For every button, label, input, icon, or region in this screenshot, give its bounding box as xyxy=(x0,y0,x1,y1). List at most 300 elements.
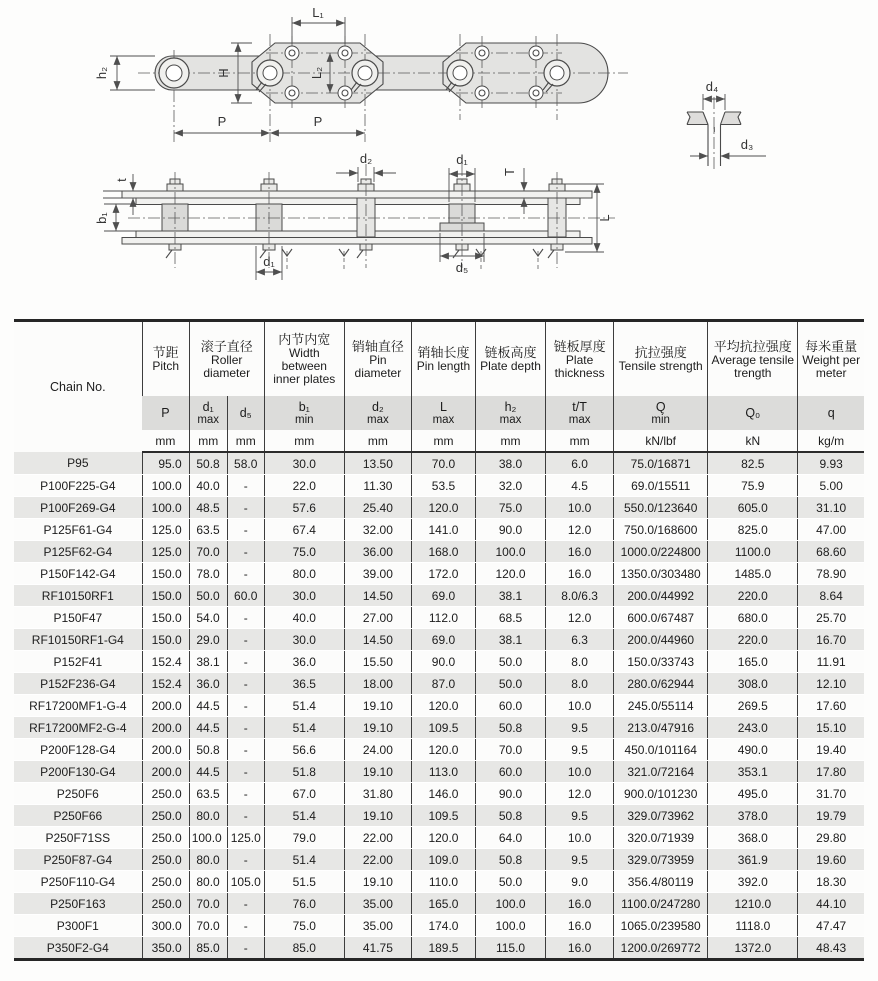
spec-value-cell: 70.0 xyxy=(189,541,227,563)
pin-tails xyxy=(166,244,563,258)
dim-label-b1: b₁ xyxy=(94,212,109,224)
spec-value-cell: 38.1 xyxy=(475,629,545,651)
table-row xyxy=(14,585,864,607)
spec-value-cell: 63.5 xyxy=(189,519,227,541)
table-row xyxy=(14,805,864,827)
spec-value-cell: 38.1 xyxy=(189,651,227,673)
spec-value-cell: 750.0/168600 xyxy=(614,519,708,541)
spec-value-cell: 100.0 xyxy=(142,475,189,497)
spec-value-cell: 48.43 xyxy=(798,937,864,960)
spec-value-cell: 25.40 xyxy=(344,497,411,519)
dim-label-d5: d₅ xyxy=(455,260,469,275)
unit-cell: mm xyxy=(344,430,411,452)
unit-cell: kN xyxy=(708,430,798,452)
table-body xyxy=(14,452,864,960)
spec-value-cell: 15.50 xyxy=(344,651,411,673)
spec-value-cell: 16.0 xyxy=(546,915,614,937)
spec-value-cell: 44.5 xyxy=(189,695,227,717)
spec-value-cell: 10.0 xyxy=(546,695,614,717)
chain-no-header: Chain No. xyxy=(14,321,142,453)
spec-value-cell: 85.0 xyxy=(264,937,344,960)
spec-value-cell: 220.0 xyxy=(708,629,798,651)
spec-value-cell: 31.70 xyxy=(798,783,864,805)
spec-value-cell: 250.0 xyxy=(142,849,189,871)
table-row xyxy=(14,871,864,893)
spec-value-cell: - xyxy=(227,629,264,651)
dim-label-d4: d₄ xyxy=(705,79,719,94)
table-row xyxy=(14,452,864,475)
spec-value-cell: 90.0 xyxy=(475,783,545,805)
spec-value-cell: 57.6 xyxy=(264,497,344,519)
spec-value-cell: 11.91 xyxy=(798,651,864,673)
spec-value-cell: 150.0 xyxy=(142,607,189,629)
spec-value-cell: 141.0 xyxy=(411,519,475,541)
spec-value-cell: 269.5 xyxy=(708,695,798,717)
spec-value-cell: 53.5 xyxy=(411,475,475,497)
spec-value-cell: 50.8 xyxy=(189,739,227,761)
chain-no-cell: P300F1 xyxy=(14,915,142,937)
spec-value-cell: 250.0 xyxy=(142,805,189,827)
spec-value-cell: 90.0 xyxy=(411,651,475,673)
spec-value-cell: 25.70 xyxy=(798,607,864,629)
spec-value-cell: 70.0 xyxy=(189,893,227,915)
spec-value-cell: 1100.0/247280 xyxy=(614,893,708,915)
spec-value-cell: 16.0 xyxy=(546,893,614,915)
spec-value-cell: 168.0 xyxy=(411,541,475,563)
spec-value-cell: 120.0 xyxy=(411,497,475,519)
spec-value-cell: 100.0 xyxy=(475,541,545,563)
table-row xyxy=(14,827,864,849)
table-row xyxy=(14,497,864,519)
spec-value-cell: - xyxy=(227,739,264,761)
spec-value-cell: 110.0 xyxy=(411,871,475,893)
spec-value-cell: 280.0/62944 xyxy=(614,673,708,695)
spec-value-cell: 50.0 xyxy=(475,651,545,673)
symbol-d5: d₅ xyxy=(227,396,264,430)
spec-value-cell: 80.0 xyxy=(189,871,227,893)
spec-value-cell: 80.0 xyxy=(189,805,227,827)
unit-cell: mm xyxy=(475,430,545,452)
spec-value-cell: - xyxy=(227,541,264,563)
spec-value-cell: 90.0 xyxy=(475,519,545,541)
spec-value-cell: 100.0 xyxy=(475,915,545,937)
countersink-detail-diagram xyxy=(687,79,766,172)
spec-value-cell: 8.0 xyxy=(546,673,614,695)
dim-label-T: T xyxy=(502,168,517,176)
spec-value-cell: 95.0 xyxy=(142,452,189,475)
unit-cell: mm xyxy=(227,430,264,452)
spec-value-cell: 680.0 xyxy=(708,607,798,629)
spec-value-cell: 350.0 xyxy=(142,937,189,960)
table-row xyxy=(14,937,864,960)
spec-value-cell: 80.0 xyxy=(264,563,344,585)
spec-value-cell: 63.5 xyxy=(189,783,227,805)
spec-value-cell: 100.0 xyxy=(475,893,545,915)
spec-value-cell: 36.00 xyxy=(344,541,411,563)
spec-value-cell: 36.0 xyxy=(264,651,344,673)
table-row xyxy=(14,783,864,805)
unit-cell: mm xyxy=(546,430,614,452)
spec-value-cell: 67.0 xyxy=(264,783,344,805)
spec-value-cell: 19.10 xyxy=(344,717,411,739)
spec-value-cell: 165.0 xyxy=(708,651,798,673)
spec-value-cell: 550.0/123640 xyxy=(614,497,708,519)
header-unit-row xyxy=(14,430,864,452)
roller-end xyxy=(159,58,189,88)
spec-value-cell: 39.00 xyxy=(344,563,411,585)
unit-cell: mm xyxy=(142,430,189,452)
spec-value-cell: 9.5 xyxy=(546,849,614,871)
spec-value-cell: - xyxy=(227,695,264,717)
chain-no-cell: P250F71SS xyxy=(14,827,142,849)
spec-value-cell: 50.8 xyxy=(475,849,545,871)
spec-value-cell: 38.0 xyxy=(475,452,545,475)
spec-value-cell: - xyxy=(227,805,264,827)
table-row xyxy=(14,519,864,541)
chain-no-cell: P125F61-G4 xyxy=(14,519,142,541)
spec-value-cell: 50.0 xyxy=(475,673,545,695)
spec-value-cell: 51.4 xyxy=(264,695,344,717)
spec-value-cell: 329.0/73959 xyxy=(614,849,708,871)
spec-value-cell: 29.0 xyxy=(189,629,227,651)
dim-label-d3: d₃ xyxy=(740,137,754,152)
spec-value-cell: 78.0 xyxy=(189,563,227,585)
spec-value-cell: 51.4 xyxy=(264,849,344,871)
chain-drawings xyxy=(0,0,878,315)
spec-value-cell: 18.30 xyxy=(798,871,864,893)
chain-no-cell: P150F47 xyxy=(14,607,142,629)
header-average-tensile: 平均抗拉强度 Average tensile trength xyxy=(708,321,798,397)
spec-value-cell: 75.0 xyxy=(264,915,344,937)
spec-value-cell: 75.0 xyxy=(475,497,545,519)
chain-side-view-diagram xyxy=(94,151,615,280)
unit-cell: mm xyxy=(411,430,475,452)
spec-value-cell: 75.0/16871 xyxy=(614,452,708,475)
spec-value-cell: 112.0 xyxy=(411,607,475,629)
header-name-row xyxy=(14,321,864,397)
spec-value-cell: 19.10 xyxy=(344,761,411,783)
table-row xyxy=(14,673,864,695)
spec-value-cell: - xyxy=(227,893,264,915)
spec-value-cell: 68.60 xyxy=(798,541,864,563)
spec-value-cell: 125.0 xyxy=(142,519,189,541)
table-row xyxy=(14,695,864,717)
chain-no-cell: RF17200MF2-G-4 xyxy=(14,717,142,739)
spec-value-cell: 12.0 xyxy=(546,783,614,805)
table-row xyxy=(14,893,864,915)
spec-value-cell: 51.4 xyxy=(264,717,344,739)
header-weight-per-meter: 每米重量 Weight per meter xyxy=(798,321,864,397)
spec-value-cell: 67.4 xyxy=(264,519,344,541)
header-symbol-row xyxy=(14,396,864,430)
spec-value-cell: 80.0 xyxy=(189,849,227,871)
spec-value-cell: 213.0/47916 xyxy=(614,717,708,739)
header-inner-width: 内节内宽 Width between inner plates xyxy=(264,321,344,397)
spec-value-cell: 87.0 xyxy=(411,673,475,695)
spec-value-cell: 44.5 xyxy=(189,717,227,739)
chain-no-cell: RF10150RF1-G4 xyxy=(14,629,142,651)
table-row xyxy=(14,475,864,497)
spec-value-cell: 200.0/44960 xyxy=(614,629,708,651)
spec-value-cell: 250.0 xyxy=(142,827,189,849)
spec-value-cell: 40.0 xyxy=(264,607,344,629)
spec-value-cell: 300.0 xyxy=(142,915,189,937)
spec-value-cell: 47.00 xyxy=(798,519,864,541)
spec-value-cell: 69.0 xyxy=(411,585,475,607)
spec-value-cell: - xyxy=(227,563,264,585)
symbol-b1: b₁ min xyxy=(264,396,344,430)
spec-value-cell: 125.0 xyxy=(142,541,189,563)
spec-value-cell: 32.0 xyxy=(475,475,545,497)
chain-no-cell: P100F269-G4 xyxy=(14,497,142,519)
header-tensile-strength: 抗拉强度 Tensile strength xyxy=(614,321,708,397)
spec-value-cell: - xyxy=(227,717,264,739)
spec-value-cell: 120.0 xyxy=(411,695,475,717)
spec-value-cell: 30.0 xyxy=(264,629,344,651)
table-row xyxy=(14,717,864,739)
spec-value-cell: 10.0 xyxy=(546,827,614,849)
spec-value-cell: 600.0/67487 xyxy=(614,607,708,629)
spec-value-cell: - xyxy=(227,761,264,783)
spec-value-cell: 308.0 xyxy=(708,673,798,695)
spec-value-cell: 19.60 xyxy=(798,849,864,871)
unit-cell: kg/m xyxy=(798,430,864,452)
spec-value-cell: 14.50 xyxy=(344,629,411,651)
spec-value-cell: 361.9 xyxy=(708,849,798,871)
spec-value-cell: 38.1 xyxy=(475,585,545,607)
chain-no-cell: P250F87-G4 xyxy=(14,849,142,871)
spec-value-cell: 16.0 xyxy=(546,563,614,585)
spec-value-cell: 29.80 xyxy=(798,827,864,849)
spec-value-cell: 150.0 xyxy=(142,585,189,607)
spec-value-cell: 200.0/44992 xyxy=(614,585,708,607)
chain-no-cell: P200F128-G4 xyxy=(14,739,142,761)
spec-value-cell: 250.0 xyxy=(142,893,189,915)
table-row xyxy=(14,541,864,563)
spec-value-cell: 189.5 xyxy=(411,937,475,960)
spec-value-cell: - xyxy=(227,497,264,519)
spec-value-cell: 9.5 xyxy=(546,805,614,827)
symbol-P: P xyxy=(142,396,189,430)
chain-no-cell: P350F2-G4 xyxy=(14,937,142,960)
spec-value-cell: 200.0 xyxy=(142,717,189,739)
spec-value-cell: 11.30 xyxy=(344,475,411,497)
spec-value-cell: 9.5 xyxy=(546,739,614,761)
table-row xyxy=(14,849,864,871)
chain-no-cell: P125F62-G4 xyxy=(14,541,142,563)
symbol-d1: d₁ max xyxy=(189,396,227,430)
spec-value-cell: 60.0 xyxy=(475,695,545,717)
spec-value-cell: 152.4 xyxy=(142,651,189,673)
spec-value-cell: - xyxy=(227,783,264,805)
spec-value-cell: 1065.0/239580 xyxy=(614,915,708,937)
spec-value-cell: 13.50 xyxy=(344,452,411,475)
spec-value-cell: 76.0 xyxy=(264,893,344,915)
spec-value-cell: 85.0 xyxy=(189,937,227,960)
unit-cell: mm xyxy=(264,430,344,452)
spec-value-cell: 51.5 xyxy=(264,871,344,893)
spec-value-cell: 36.0 xyxy=(189,673,227,695)
spec-value-cell: 10.0 xyxy=(546,497,614,519)
spec-value-cell: 825.0 xyxy=(708,519,798,541)
spec-value-cell: 109.0 xyxy=(411,849,475,871)
spec-value-cell: 1000.0/224800 xyxy=(614,541,708,563)
spec-value-cell: - xyxy=(227,519,264,541)
spec-value-cell: 200.0 xyxy=(142,695,189,717)
chain-no-cell: P152F236-G4 xyxy=(14,673,142,695)
chain-no-cell: RF17200MF1-G-4 xyxy=(14,695,142,717)
cotter-marks xyxy=(282,249,543,272)
spec-value-cell: 120.0 xyxy=(475,563,545,585)
spec-value-cell: - xyxy=(227,651,264,673)
spec-value-cell: 113.0 xyxy=(411,761,475,783)
spec-value-cell: 105.0 xyxy=(227,871,264,893)
spec-value-cell: 50.8 xyxy=(475,805,545,827)
spec-value-cell: 36.5 xyxy=(264,673,344,695)
spec-value-cell: 22.0 xyxy=(264,475,344,497)
spec-value-cell: 100.0 xyxy=(189,827,227,849)
symbol-q: q xyxy=(798,396,864,430)
chain-no-cell: P200F130-G4 xyxy=(14,761,142,783)
dim-label-P-right: P xyxy=(313,114,323,129)
table-row xyxy=(14,651,864,673)
spec-value-cell: 70.0 xyxy=(475,739,545,761)
header-roller-diameter: 滚子直径 Roller diameter xyxy=(189,321,264,397)
spec-value-cell: 368.0 xyxy=(708,827,798,849)
spec-value-cell: - xyxy=(227,915,264,937)
dim-label-H: H xyxy=(216,68,231,78)
spec-value-cell: 22.00 xyxy=(344,849,411,871)
table-row xyxy=(14,563,864,585)
spec-value-cell: 115.0 xyxy=(475,937,545,960)
spec-value-cell: 35.00 xyxy=(344,915,411,937)
spec-value-cell: 41.75 xyxy=(344,937,411,960)
spec-value-cell: 17.60 xyxy=(798,695,864,717)
spec-value-cell: 9.93 xyxy=(798,452,864,475)
spec-value-cell: 24.00 xyxy=(344,739,411,761)
spec-value-cell: 32.00 xyxy=(344,519,411,541)
spec-value-cell: 109.5 xyxy=(411,717,475,739)
spec-value-cell: 44.10 xyxy=(798,893,864,915)
spec-value-cell: 12.0 xyxy=(546,519,614,541)
dim-label-L2: L₂ xyxy=(309,66,324,80)
spec-value-cell: 68.5 xyxy=(475,607,545,629)
spec-value-cell: 125.0 xyxy=(227,827,264,849)
spec-value-cell: 1200.0/269772 xyxy=(614,937,708,960)
spec-value-cell: 30.0 xyxy=(264,452,344,475)
chain-no-cell: P250F6 xyxy=(14,783,142,805)
spec-value-cell: 378.0 xyxy=(708,805,798,827)
spec-value-cell: - xyxy=(227,849,264,871)
spec-value-cell: 51.8 xyxy=(264,761,344,783)
spec-value-cell: 16.70 xyxy=(798,629,864,651)
spec-value-cell: 243.0 xyxy=(708,717,798,739)
spec-value-cell: 8.0/6.3 xyxy=(546,585,614,607)
spec-value-cell: 174.0 xyxy=(411,915,475,937)
spec-value-cell: 4.5 xyxy=(546,475,614,497)
spec-value-cell: 35.00 xyxy=(344,893,411,915)
spec-value-cell: 120.0 xyxy=(411,739,475,761)
chain-no-cell: RF10150RF1 xyxy=(14,585,142,607)
spec-value-cell: 17.80 xyxy=(798,761,864,783)
spec-value-cell: 50.8 xyxy=(189,452,227,475)
symbol-Q0: Q₀ xyxy=(708,396,798,430)
dim-label-L1: L₁ xyxy=(312,5,324,20)
chain-no-cell: P250F110-G4 xyxy=(14,871,142,893)
spec-value-cell: 150.0 xyxy=(142,563,189,585)
spec-value-cell: 70.0 xyxy=(411,452,475,475)
spec-value-cell: 31.80 xyxy=(344,783,411,805)
spec-value-cell: - xyxy=(227,475,264,497)
spec-value-cell: 495.0 xyxy=(708,783,798,805)
spec-value-cell: 1350.0/303480 xyxy=(614,563,708,585)
spec-value-cell: 19.79 xyxy=(798,805,864,827)
header-plate-thickness: 链板厚度 Plate thickness xyxy=(546,321,614,397)
spec-value-cell: 200.0 xyxy=(142,739,189,761)
spec-value-cell: 8.64 xyxy=(798,585,864,607)
dim-label-P-left: P xyxy=(217,114,227,129)
spec-value-cell: 1485.0 xyxy=(708,563,798,585)
symbol-d2: d₂ max xyxy=(344,396,411,430)
spec-value-cell: 47.47 xyxy=(798,915,864,937)
spec-value-cell: 70.0 xyxy=(189,915,227,937)
spec-value-cell: 450.0/101164 xyxy=(614,739,708,761)
header-pitch: 节距 Pitch xyxy=(142,321,189,397)
spec-value-cell: 75.0 xyxy=(264,541,344,563)
spec-value-cell: 60.0 xyxy=(227,585,264,607)
spec-value-cell: 329.0/73962 xyxy=(614,805,708,827)
spec-value-cell: 12.10 xyxy=(798,673,864,695)
spec-value-cell: 353.1 xyxy=(708,761,798,783)
spec-value-cell: 31.10 xyxy=(798,497,864,519)
spec-value-cell: 165.0 xyxy=(411,893,475,915)
chain-no-cell: P152F41 xyxy=(14,651,142,673)
spec-value-cell: 900.0/101230 xyxy=(614,783,708,805)
header-plate-depth: 链板高度 Plate depth xyxy=(475,321,545,397)
spec-value-cell: 605.0 xyxy=(708,497,798,519)
spec-value-cell: 152.4 xyxy=(142,673,189,695)
spec-value-cell: 19.10 xyxy=(344,805,411,827)
spec-value-cell: 48.5 xyxy=(189,497,227,519)
chain-no-cell: P150F142-G4 xyxy=(14,563,142,585)
spec-value-cell: 1210.0 xyxy=(708,893,798,915)
spec-value-cell: 15.10 xyxy=(798,717,864,739)
spec-value-cell: 150.0/33743 xyxy=(614,651,708,673)
spec-value-cell: 75.9 xyxy=(708,475,798,497)
header-pin-diameter: 销轴直径 Pin diameter xyxy=(344,321,411,397)
dim-label-d1-top: d₁ xyxy=(456,152,468,167)
table-row xyxy=(14,607,864,629)
dim-label-h2: h₂ xyxy=(94,66,109,80)
symbol-h2: h₂ max xyxy=(475,396,545,430)
spec-value-cell: 12.0 xyxy=(546,607,614,629)
spec-value-cell: 490.0 xyxy=(708,739,798,761)
spec-value-cell: 9.0 xyxy=(546,871,614,893)
spec-value-cell: 50.8 xyxy=(475,717,545,739)
spec-value-cell: 19.40 xyxy=(798,739,864,761)
unit-cell: kN/lbf xyxy=(614,430,708,452)
spec-value-cell: 356.4/80119 xyxy=(614,871,708,893)
chain-no-cell: P95 xyxy=(14,452,142,475)
spec-value-cell: - xyxy=(227,937,264,960)
spec-value-cell: 146.0 xyxy=(411,783,475,805)
spec-value-cell: 200.0 xyxy=(142,761,189,783)
spec-value-cell: 245.0/55114 xyxy=(614,695,708,717)
symbol-tT: t/T max xyxy=(546,396,614,430)
spec-value-cell: 18.00 xyxy=(344,673,411,695)
spec-value-cell: 58.0 xyxy=(227,452,264,475)
chain-no-cell: P250F163 xyxy=(14,893,142,915)
